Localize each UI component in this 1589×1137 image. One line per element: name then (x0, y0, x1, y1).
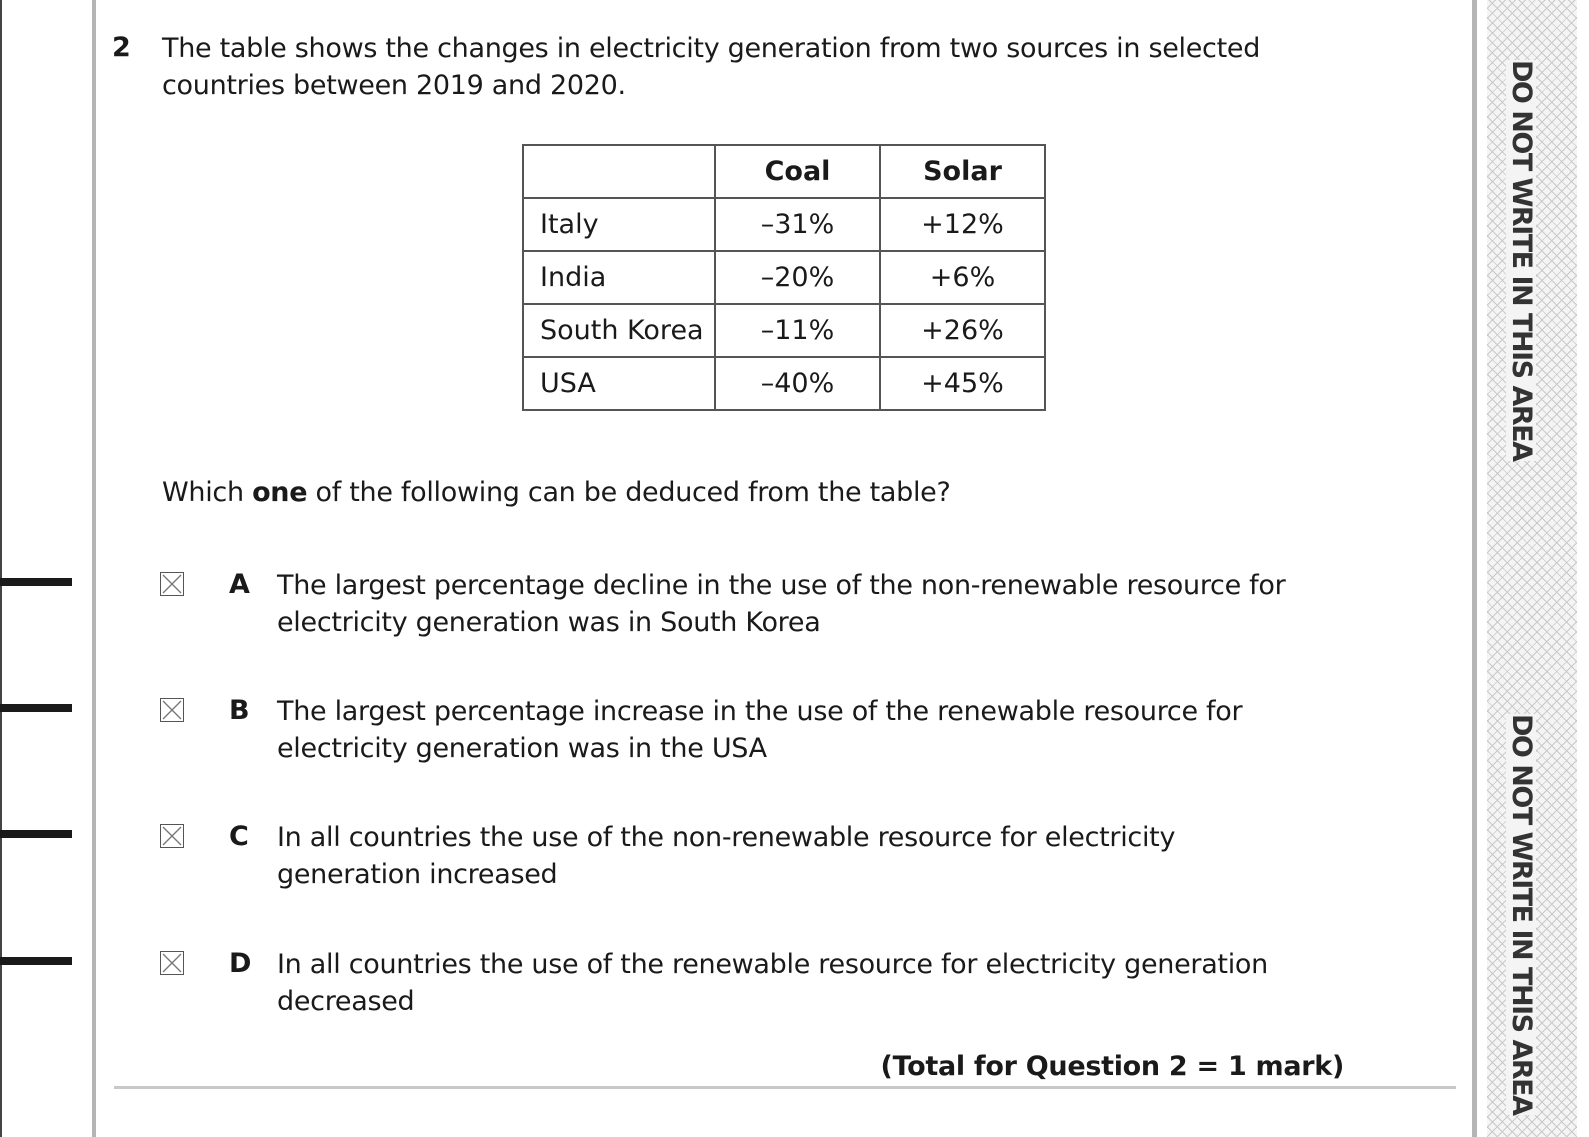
answer-checkbox-b[interactable] (160, 698, 184, 722)
answer-checkbox-c[interactable] (160, 824, 184, 848)
table-row (523, 304, 1045, 357)
prompt-before: Which (162, 477, 253, 508)
table-cell-country: South Korea (523, 304, 715, 357)
margin-tick (0, 957, 72, 965)
margin-tick (0, 704, 72, 712)
table-cell-country: India (523, 251, 715, 304)
table-header-row (523, 145, 1045, 198)
table-cell-coal: –11% (715, 304, 880, 357)
answer-checkbox-a[interactable] (160, 572, 184, 596)
margin-tick (0, 830, 72, 838)
prompt-emphasis: one (252, 477, 308, 508)
prompt-after: of the following can be deduced from the table? (307, 477, 951, 508)
option-letter: D (229, 948, 252, 979)
page-left-edge (0, 0, 2, 1137)
option-text: The largest percentage decline in the use of the non-renewable resource for electricity generation was in South Korea (277, 570, 1286, 638)
question-text: The table shows the changes in electricity generation from two sources in selected countries between 2019 and 2020. (162, 33, 1261, 101)
table-row (523, 251, 1045, 304)
table-cell-coal: –31% (715, 198, 880, 251)
margin-warning-bottom: DO NOT WRITE IN THIS AREA (1506, 714, 1537, 1115)
table-cell-coal: –40% (715, 357, 880, 410)
question-number: 2 (112, 32, 131, 63)
table-cell-solar: +12% (880, 198, 1045, 251)
margin-warning-top: DO NOT WRITE IN THIS AREA (1506, 60, 1537, 461)
data-table (522, 144, 1046, 411)
option-letter: B (229, 695, 250, 726)
bottom-rule (114, 1086, 1456, 1089)
option-text: In all countries the use of the non-renewable resource for electricity generation increased (277, 822, 1176, 890)
table-row (523, 357, 1045, 410)
option-text: In all countries the use of the renewable resource for electricity generation decreased (277, 949, 1268, 1017)
checkbox-cross-icon (161, 699, 183, 721)
checkbox-cross-icon (161, 952, 183, 974)
table-cell-solar: +26% (880, 304, 1045, 357)
left-margin-rule (92, 0, 96, 1137)
checkbox-cross-icon (161, 573, 183, 595)
question-total: (Total for Question 2 = 1 mark) (880, 1051, 1344, 1082)
table-cell-country: USA (523, 357, 715, 410)
checkbox-cross-icon (161, 825, 183, 847)
table-cell-country: Italy (523, 198, 715, 251)
table-header-solar: Solar (880, 145, 1045, 198)
option-text: The largest percentage increase in the use of the renewable resource for electricity generation was in the USA (277, 696, 1243, 764)
question-prompt (162, 477, 951, 508)
table-header-cell (523, 145, 715, 198)
table-row (523, 198, 1045, 251)
table-header-coal: Coal (715, 145, 880, 198)
table-cell-coal: –20% (715, 251, 880, 304)
answer-checkbox-d[interactable] (160, 951, 184, 975)
table-cell-solar: +45% (880, 357, 1045, 410)
option-letter: C (229, 821, 249, 852)
option-letter: A (229, 569, 250, 600)
right-margin-rule (1472, 0, 1477, 1137)
table-cell-solar: +6% (880, 251, 1045, 304)
margin-tick (0, 578, 72, 586)
